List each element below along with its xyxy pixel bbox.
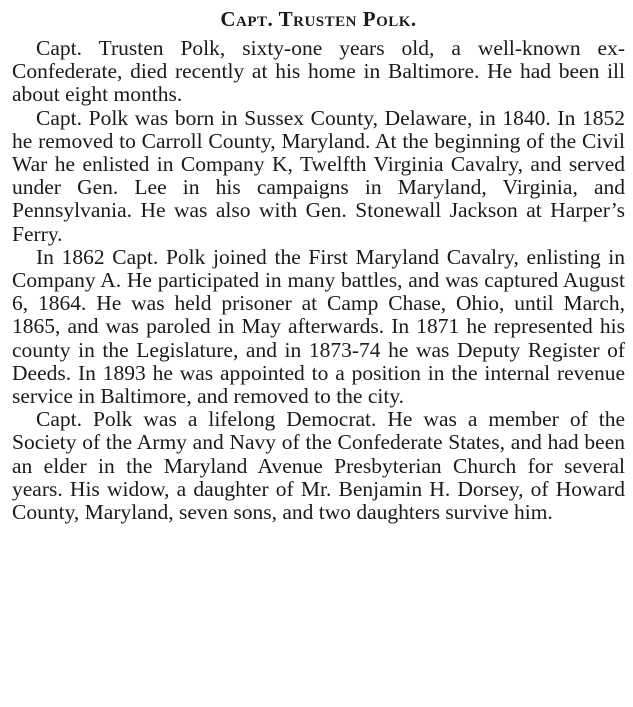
paragraph-early-life-war: Capt. Polk was born in Sussex County, Delaware, in 1840. In 1852 he removed to Carroll County, Maryland. At the beginning of the Civil War he enlisted in Company K, Twelfth Virginia Cavalry, and served under Gen. Lee in his campaigns in Maryland, Virginia, and Pennsylvania. He was also with Gen. Stonewall Jackson at Harper’s Ferry.	[12, 105, 625, 246]
paragraph-death-notice: Capt. Trusten Polk, sixty-one years old, a well-known ex-Confederate, died recently at his home in Baltimore. He had been ill about eight months.	[12, 36, 625, 107]
paragraph-later-career: In 1862 Capt. Polk joined the First Maryland Cavalry, enlisting in Company A. He participated in many battles, and was captured August 6, 1864. He was held prisoner at Camp Chase, Ohio, until March, 1865, and was paroled in May afterwards. In 1871 he represented his county in the Legislature, and in 1873-74 he was Deputy Register of Deeds. In 1893 he was appointed to a position in the internal revenue service in Baltimore, and removed to the city.	[12, 244, 625, 409]
article-heading: Capt. Trusten Polk.	[220, 7, 417, 31]
paragraph-affiliations-family: Capt. Polk was a lifelong Democrat. He was a member of the Society of the Army and Navy of the Confederate States, and had been an elder in the Maryland Avenue Presbyterian Church for several years. His widow, a daughter of Mr. Benjamin H. Dorsey, of Howard County, Maryland, seven sons, and two daughters survive him.	[12, 407, 625, 525]
